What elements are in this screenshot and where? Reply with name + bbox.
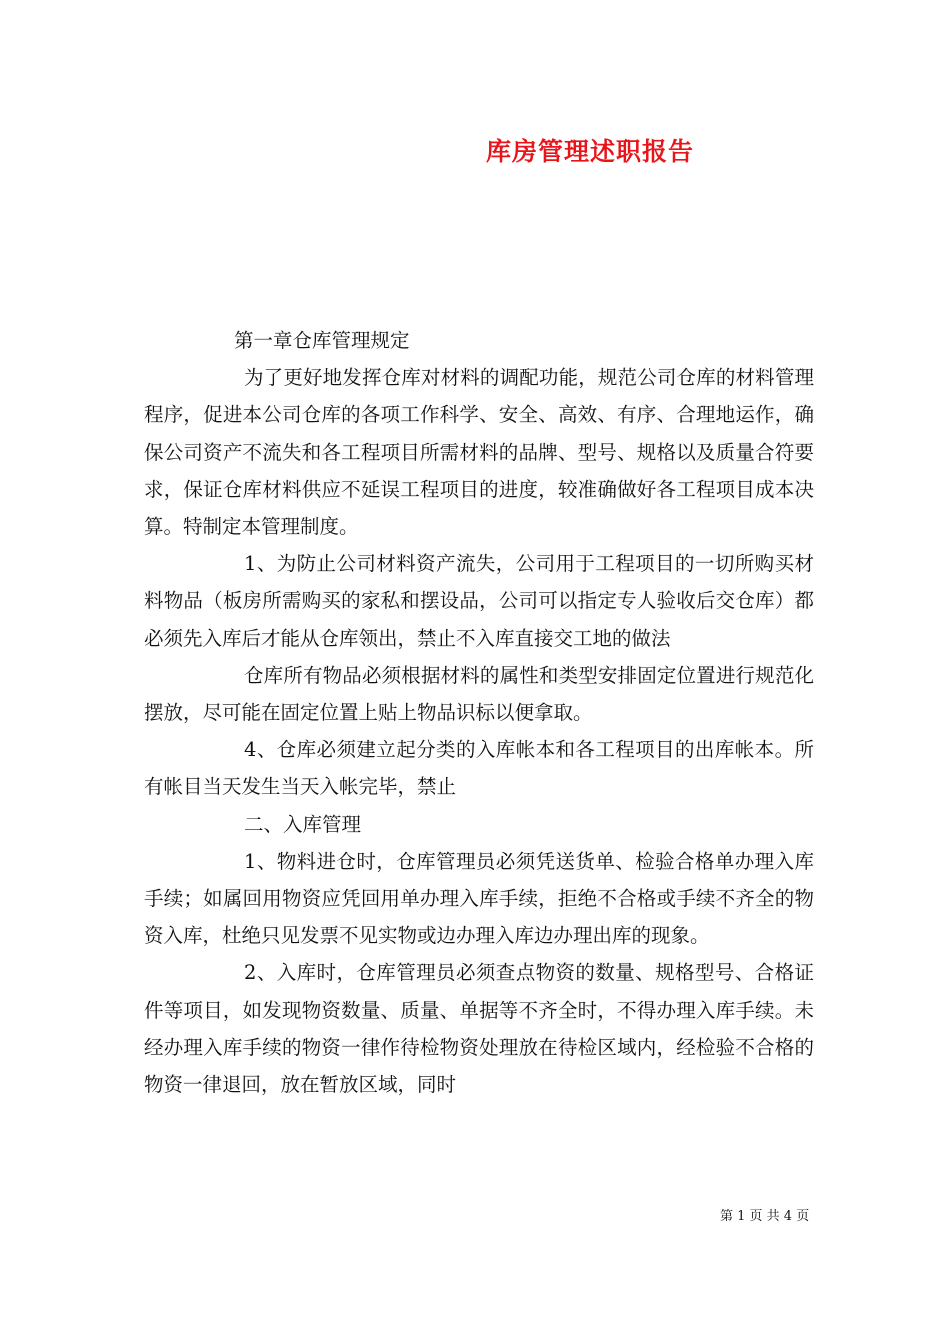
page-footer: 第 1 页 共 4 页 <box>720 1209 810 1224</box>
paragraph-placement: 仓库所有物品必须根据材料的属性和类型安排固定位置进行规范化摆放，尽可能在固定位置上贴上物品识标以便拿取。 <box>144 663 814 725</box>
paragraph-intro: 为了更好地发挥仓库对材料的调配功能，规范公司仓库的材料管理程序，促进本公司仓库的各项工作科学、安全、高效、有序、合理地运作，确保公司资产不流失和各工程项目所需材料的品牌、型号、规格以及质量合符要求，保证仓库材料供应不延误工程项目的进度，较准确做好各工程项目成本决算。特制定本管理制度。 <box>144 366 814 539</box>
paragraph-item-4: 4、仓库必须建立起分类的入库帐本和各工程项目的出库帐本。所有帐目当天发生当天入帐完毕，禁止 <box>144 738 814 799</box>
section-heading-inbound: 二、入库管理 <box>244 812 362 836</box>
paragraph-inbound-1: 1、物料进仓时，仓库管理员必须凭送货单、检验合格单办理入库手续；如属回用物资应凭回用单办理入库手续，拒绝不合格或手续不齐全的物资入库，杜绝只见发票不见实物或边办理入库边办理出库的现象。 <box>144 849 814 948</box>
paragraph-item-1: 1、为防止公司材料资产流失，公司用于工程项目的一切所购买材料物品（板房所需购买的家私和摆设品，公司可以指定专人验收后交仓库）都必须先入库后才能从仓库领出，禁止不入库直接交工地的做法 <box>144 552 814 650</box>
document-body <box>144 322 814 1103</box>
document-title: 库房管理述职报告 <box>485 137 694 166</box>
chapter-heading: 第一章仓库管理规定 <box>234 329 410 352</box>
paragraph-inbound-2: 2、入库时，仓库管理员必须查点物资的数量、规格型号、合格证件等项目，如发现物资数量、质量、单据等不齐全时，不得办理入库手续。未经办理入库手续的物资一律作待检物资处理放在待检区域内，经检验不合格的物资一律退回，放在暂放区域，同时 <box>144 961 814 1097</box>
